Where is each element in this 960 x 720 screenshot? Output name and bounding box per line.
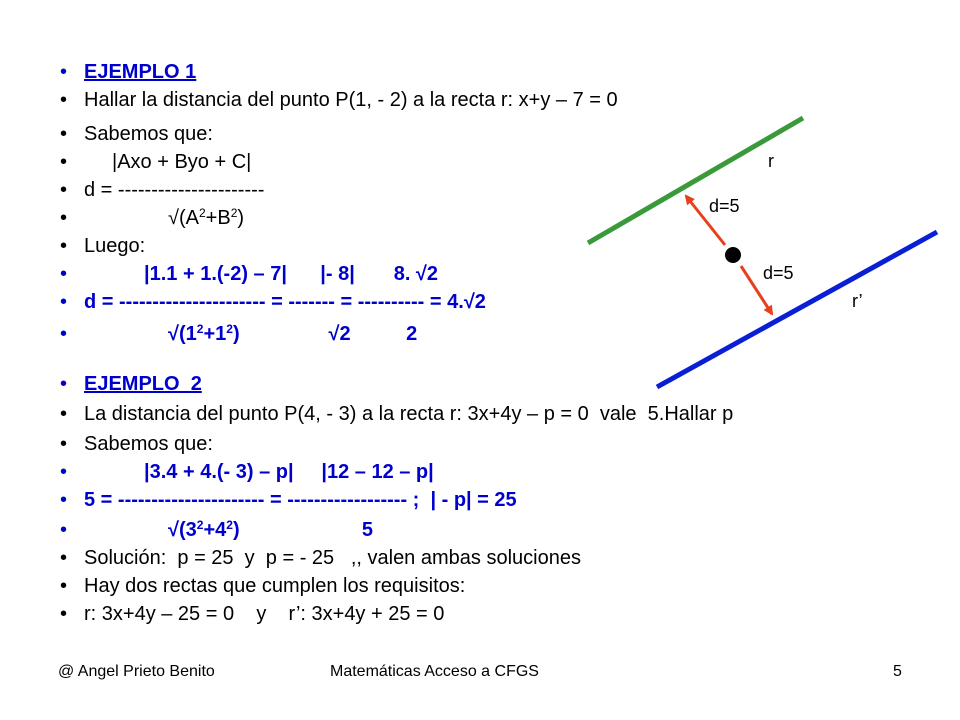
bullet: • (60, 547, 68, 569)
ex1-statement: Hallar la distancia del punto P(1, - 2) a la recta r: x+y – 7 = 0 (84, 89, 618, 111)
ex1-den-exp1: 2 (198, 206, 206, 220)
ex2-calc-den-b: +4 (203, 519, 227, 541)
ex2-calc-den-c: ) 5 (232, 519, 373, 541)
ex2-calc-den-a: √(3 (168, 519, 197, 541)
bullet: • (60, 235, 68, 257)
ex1-then: Luego: (84, 235, 146, 257)
bullet: • (60, 461, 68, 483)
bullet: • (60, 263, 68, 285)
ex1-calc-den-b: +1 (203, 323, 227, 345)
label-d-top: d=5 (709, 196, 740, 216)
label-r: r (768, 151, 774, 171)
bullet: • (60, 403, 68, 425)
ex1-calc-den-c: ) √2 2 (232, 323, 418, 345)
ex1-calc-den-exp1: 2 (196, 322, 204, 336)
ex2-known: Sabemos que: (84, 433, 213, 455)
ex1-den-mid: +B (205, 207, 231, 229)
ex2-heading: EJEMPLO 2 (84, 373, 202, 395)
line-r (588, 118, 803, 243)
ex1-d-line: d = ---------------------- (84, 179, 265, 201)
bullet: • (60, 179, 68, 201)
bullet: • (60, 603, 68, 625)
ex1-den-base: √(A (168, 207, 199, 229)
bullet: • (60, 123, 68, 145)
bullet: • (60, 323, 68, 345)
ex1-calc-num: |1.1 + 1.(-2) – 7| |- 8| 8. √2 (144, 263, 439, 285)
ex2-calc-den-exp2: 2 (226, 518, 233, 532)
ex2-calc-den-exp1: 2 (196, 518, 204, 532)
label-r-prime: r’ (852, 291, 863, 311)
bullet: • (60, 519, 68, 541)
footer-author: @ Angel Prieto Benito (58, 663, 215, 680)
ex2-calc-num: |3.4 + 4.(- 3) – p| |12 – 12 – p| (144, 461, 434, 483)
point-p (725, 247, 741, 263)
ex1-num-formula: |Axo + Byo + C| (112, 151, 252, 173)
ex1-calc-line: d = ---------------------- = ------- = ---------- = 4.√2 (84, 291, 486, 313)
bullet: • (60, 151, 68, 173)
ex1-calc-den-a: √(1 (168, 323, 197, 345)
bullet: • (60, 61, 68, 83)
ex1-calc-den-exp2: 2 (226, 322, 233, 336)
ex2-equations: r: 3x+4y – 25 = 0 y r’: 3x+4y + 25 = 0 (84, 603, 445, 625)
bullet: • (60, 489, 68, 511)
bullet: • (60, 575, 68, 597)
ex1-den-end: ) (237, 207, 245, 229)
ex1-den-exp2: 2 (230, 206, 238, 220)
bullet: • (60, 291, 68, 313)
footer-course: Matemáticas Acceso a CFGS (330, 663, 539, 680)
bullet: • (60, 373, 68, 395)
ex2-statement: La distancia del punto P(4, - 3) a la recta r: 3x+4y – p = 0 vale 5.Hallar p (84, 403, 734, 425)
ex2-solution: Solución: p = 25 y p = - 25 ,, valen ambas soluciones (84, 547, 581, 569)
ex2-calc-line: 5 = ---------------------- = ------------------ ; | - p| = 25 (84, 489, 517, 511)
label-d-bottom: d=5 (763, 263, 794, 283)
bullet: • (60, 433, 68, 455)
ex1-known: Sabemos que: (84, 123, 213, 145)
footer-page-number: 5 (893, 663, 902, 680)
ex1-heading: EJEMPLO 1 (84, 61, 197, 83)
line-r-prime (657, 232, 937, 387)
bullet: • (60, 207, 68, 229)
ex2-two-lines: Hay dos rectas que cumplen los requisitos: (84, 575, 466, 597)
bullet: • (60, 89, 68, 111)
